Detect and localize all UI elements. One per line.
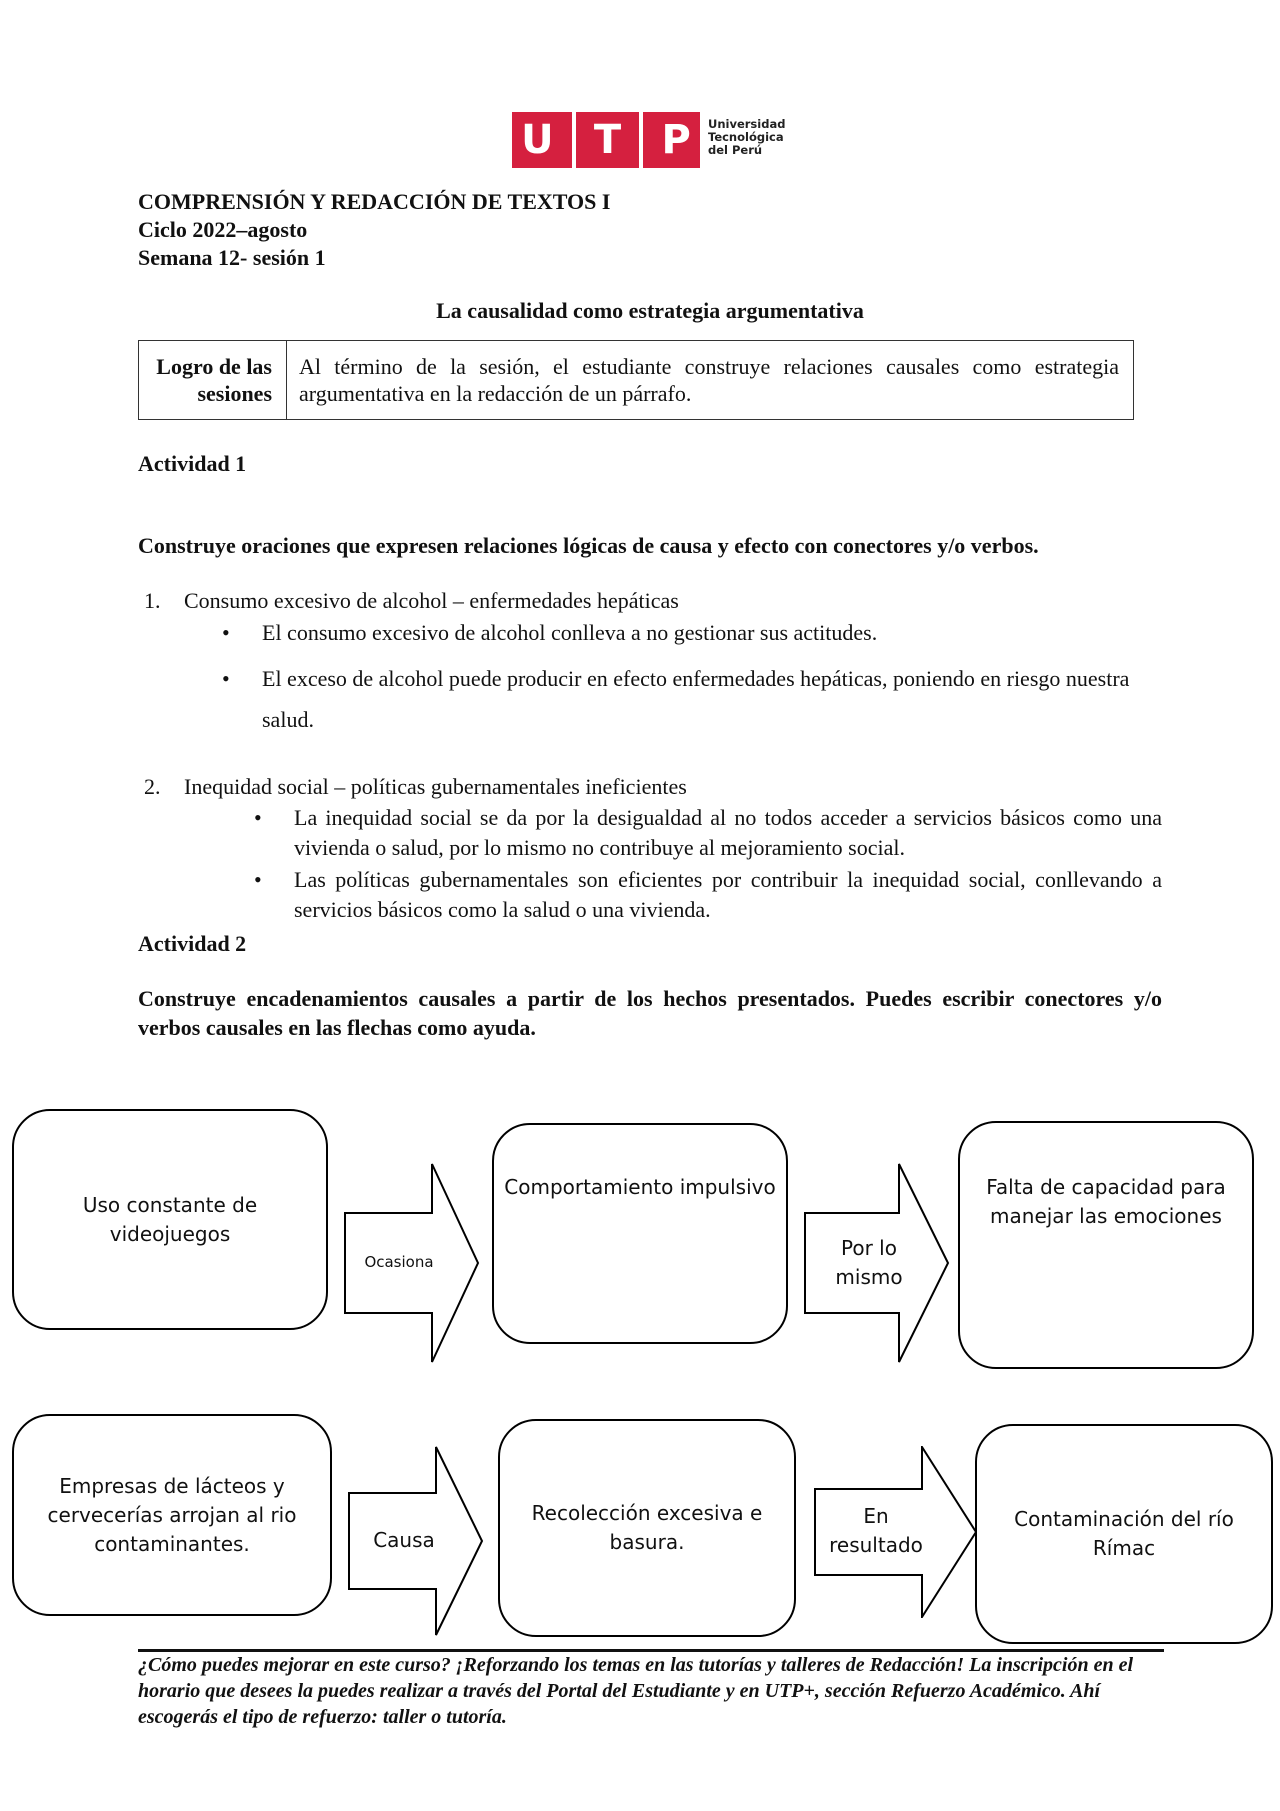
node-text: Recolección excesiva e basura. xyxy=(531,1501,763,1554)
activity1-heading: Actividad 1 xyxy=(138,451,247,476)
chain-node xyxy=(958,1121,1254,1369)
activity1-instruction: Construye oraciones que expresen relaciones lógicas de causa y efecto con conectores y/o verbos. xyxy=(138,533,1039,558)
list-item: • El consumo excesivo de alcohol conlleva a no gestionar sus actitudes. xyxy=(262,618,1142,648)
chain-arrow xyxy=(344,1163,480,1363)
item-number: 1. xyxy=(144,588,161,613)
cycle-label: Ciclo 2022–agosto xyxy=(138,217,308,242)
logo-line: Tecnológica xyxy=(708,130,784,144)
chain-node xyxy=(12,1414,332,1616)
chain-node xyxy=(12,1109,328,1330)
list-item: • La inequidad social se da por la desigualdad al no todos acceder a servicios básicos como una vivienda o salud, por lo mismo no contribuye al mejoramiento social. xyxy=(294,803,1162,863)
arrow-label: Por lo mismo xyxy=(835,1236,903,1289)
activity2-heading: Actividad 2 xyxy=(138,931,247,956)
activity2-instruction: Construye encadenamientos causales a partir de los hechos presentados. Puedes escribir conectores y/o verbos causales en las flechas como ayuda. xyxy=(138,986,1162,1040)
arrow-label: Causa xyxy=(373,1528,435,1552)
logro-text: Al término de la sesión, el estudiante construye relaciones causales como estrategia argumentativa en la redacción de un párrafo. xyxy=(299,354,1119,406)
logo-separator xyxy=(639,112,643,168)
logro-table xyxy=(138,340,1134,420)
item-title: Consumo excesivo de alcohol – enfermedades hepáticas xyxy=(184,588,679,613)
chain-arrow xyxy=(804,1163,950,1363)
page-title: La causalidad como estrategia argumentativa xyxy=(436,298,864,323)
list-item: • Las políticas gubernamentales son eficientes por contribuir la inequidad social, conllevando a servicios básicos como la salud o una vivienda. xyxy=(294,865,1162,925)
item-number: 2. xyxy=(144,774,161,799)
logo-letter-p: P xyxy=(661,117,691,163)
arrow-label: Ocasiona xyxy=(364,1253,434,1271)
course-title: COMPRENSIÓN Y REDACCIÓN DE TEXTOS I xyxy=(138,189,611,214)
node-text: Empresas de lácteos y cervecerías arrojan al rio contaminantes. xyxy=(47,1473,297,1556)
chain-arrow xyxy=(348,1446,484,1636)
item-title: Inequidad social – políticas gubernamentales ineficientes xyxy=(184,774,687,799)
logo-letter-t: T xyxy=(593,117,622,163)
chain-arrow xyxy=(814,1446,978,1618)
logro-label: Logro de las sesiones xyxy=(139,341,287,419)
logo-line: Universidad xyxy=(708,117,786,131)
week-label: Semana 12- sesión 1 xyxy=(138,245,326,270)
node-text: Comportamiento impulsivo xyxy=(504,1175,776,1199)
footer-note: ¿Cómo puedes mejorar en este curso? ¡Reforzando los temas en las tutorías y talleres de Redacción! La inscripción en el horario que desees la puedes realizar a través del Portal del Estudiante y en UTP+, sección Refuerzo Académico. Ahí escogerás el tipo de refuerzo: taller o tutoría. xyxy=(138,1654,1133,1728)
node-text: Uso constante de videojuegos xyxy=(82,1192,258,1246)
chain-node xyxy=(975,1424,1273,1644)
chain-node xyxy=(492,1123,788,1344)
logo-separator xyxy=(572,112,576,168)
chain-node xyxy=(498,1419,796,1637)
logo-mark xyxy=(512,112,700,168)
list-item: • El exceso de alcohol puede producir en efecto enfermedades hepáticas, poniendo en riesgo nuestra salud. xyxy=(262,658,1142,740)
node-text: Falta de capacidad para manejar las emociones xyxy=(986,1175,1226,1228)
arrow-label: En resultado xyxy=(829,1504,923,1557)
logo-letter-u: U xyxy=(521,117,554,163)
logo-wordmark xyxy=(708,117,786,157)
utp-logo xyxy=(512,112,786,168)
logo-line: del Perú xyxy=(708,143,763,157)
node-text: Contaminación del río Rímac xyxy=(1014,1507,1234,1560)
